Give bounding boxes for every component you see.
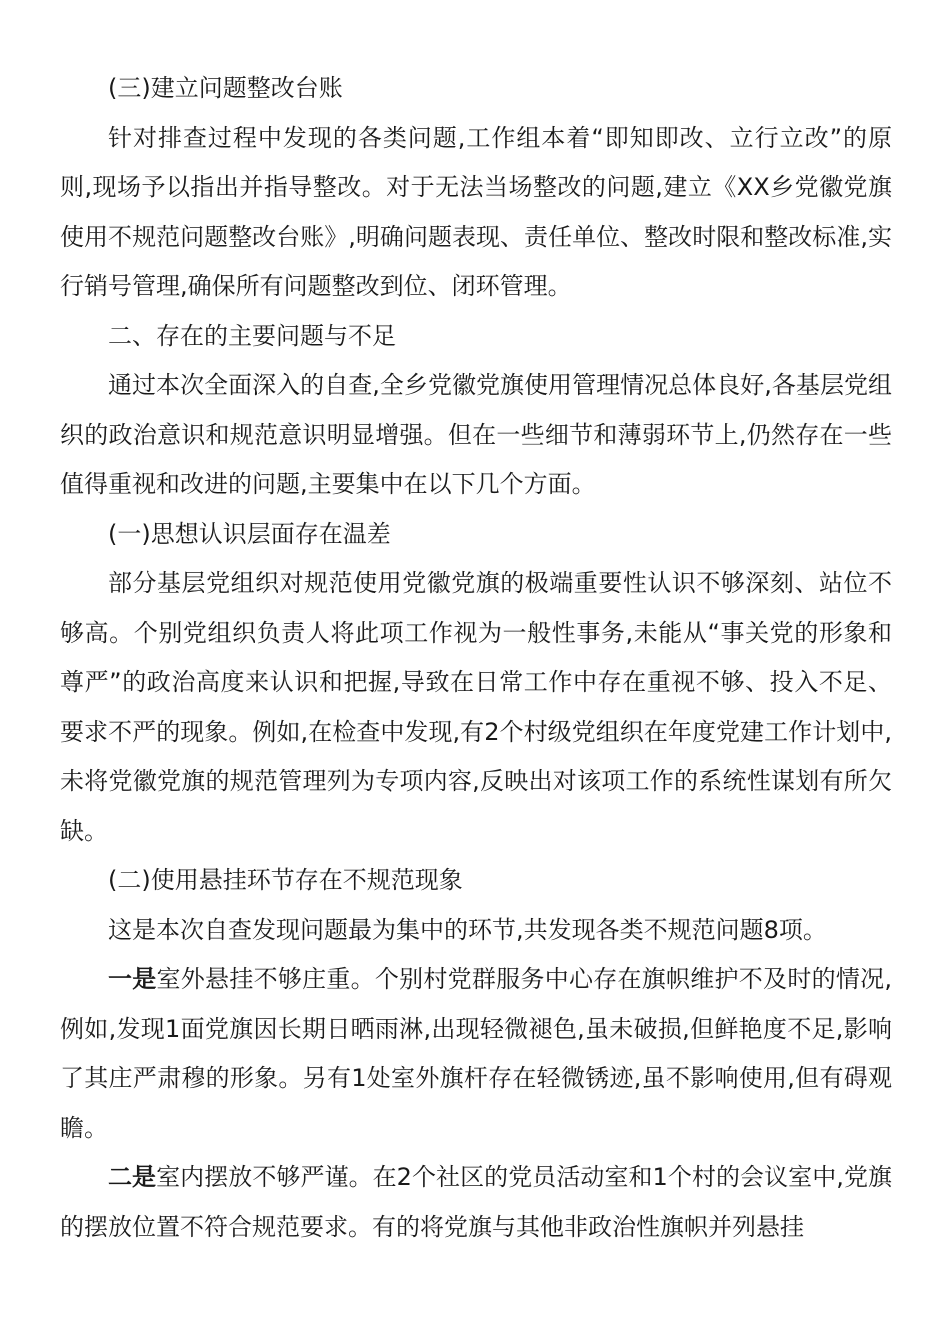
subsection-two-intro: 这是本次自查发现问题最为集中的环节,共发现各类不规范问题8项。 <box>108 915 827 944</box>
point-two-paragraph <box>60 1153 892 1252</box>
subsection-one-body: 部分基层党组织对规范使用党徽党旗的极端重要性认识不够深刻、站位不够高。个别党组织负责人将此项工作视为一般性事务,未能从“事关党的形象和尊严”的政治高度来认识和把握,导致在日常工作中存在重视不够、投入不足、要求不严的现象。例如,在检查中发现,有2个村级党组织在年度党建工作计划中,未将党徽党旗的规范管理列为专项内容,反映出对该项工作的系统性谋划有所欠缺。 <box>60 569 892 845</box>
section-three-heading: (三)建立问题整改台账 <box>108 74 343 102</box>
point-two-body: 室内摆放不够严谨。在2个社区的党员活动室和1个村的会议室中,党旗的摆放位置不符合规范要求。有的将党旗与其他非政治性旗帜并列悬挂 <box>60 1163 893 1241</box>
part-two-heading: 二、存在的主要问题与不足 <box>108 321 396 350</box>
document-page <box>60 64 892 1252</box>
subsection-two-heading: (二)使用悬挂环节存在不规范现象 <box>108 866 463 894</box>
part-two-intro: 通过本次全面深入的自查,全乡党徽党旗使用管理情况总体良好,各基层党组织的政治意识和规范意识明显增强。但在一些细节和薄弱环节上,仍然存在一些值得重视和改进的问题,主要集中在以下几个方面。 <box>60 371 892 498</box>
point-two-lead: 二是 <box>108 1163 157 1191</box>
point-one-body: 室外悬挂不够庄重。个别村党群服务中心存在旗帜维护不及时的情况,例如,发现1面党旗因长期日晒雨淋,出现轻微褪色,虽未破损,但鲜艳度不足,影响了其庄严肃穆的形象。另有1处室外旗杆存在轻微锈迹,虽不影响使用,但有碍观瞻。 <box>60 965 892 1142</box>
point-one-lead: 一是 <box>108 965 157 993</box>
section-three-body: 针对排查过程中发现的各类问题,工作组本着“即知即改、立行立改”的原则,现场予以指出并指导整改。对于无法当场整改的问题,建立《XX乡党徽党旗使用不规范问题整改台账》,明确问题表现、责任单位、整改时限和整改标准,实行销号管理,确保所有问题整改到位、闭环管理。 <box>60 123 892 300</box>
subsection-one-heading: (一)思想认识层面存在温差 <box>108 519 391 548</box>
point-one-paragraph <box>60 955 892 1153</box>
